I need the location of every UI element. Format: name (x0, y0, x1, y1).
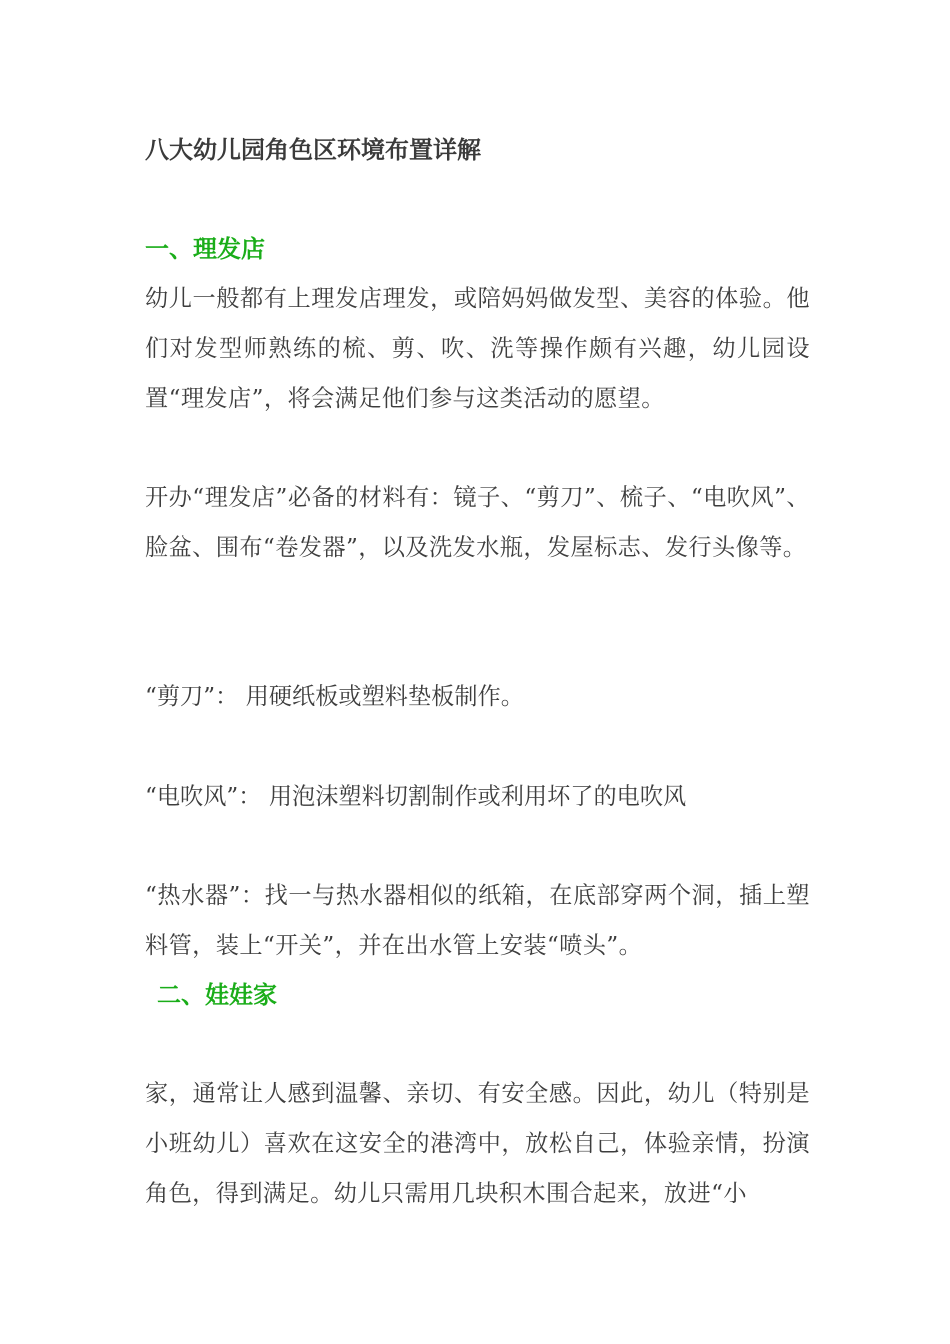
section-heading-barbershop: 一、理发店 (145, 235, 265, 263)
paragraph-hairdryer: “电吹风”： 用泡沫塑料切割制作或利用坏了的电吹风 (145, 783, 687, 810)
paragraph-scissors: “剪刀”： 用硬纸板或塑料垫板制作。 (145, 683, 524, 710)
paragraph-water-heater: “热水器”：找一与热水器相似的纸箱，在底部穿两个洞，插上塑料管，装上“开关”，并在出水管上安装“喷头”。 (145, 882, 810, 959)
paragraph-barbershop-materials: 开办“理发店”必备的材料有：镜子、“剪刀”、梳子、“电吹风”、脸盆、围布“卷发器”，以及洗发水瓶，发屋标志、发行头像等。 (145, 484, 810, 561)
section-heading-dollhouse: 二、娃娃家 (157, 981, 277, 1009)
document-title: 八大幼儿园角色区环境布置详解 (145, 136, 481, 164)
paragraph-dollhouse-intro: 家，通常让人感到温馨、亲切、有安全感。因此，幼儿（特别是小班幼儿）喜欢在这安全的港湾中，放松自己，体验亲情，扮演角色，得到满足。幼儿只需用几块积木围合起来，放进“小 (145, 1080, 810, 1207)
paragraph-barbershop-intro: 幼儿一般都有上理发店理发，或陪妈妈做发型、美容的体验。他们对发型师熟练的梳、剪、吹、洗等操作颇有兴趣，幼儿园设置“理发店”，将会满足他们参与这类活动的愿望。 (145, 285, 810, 412)
